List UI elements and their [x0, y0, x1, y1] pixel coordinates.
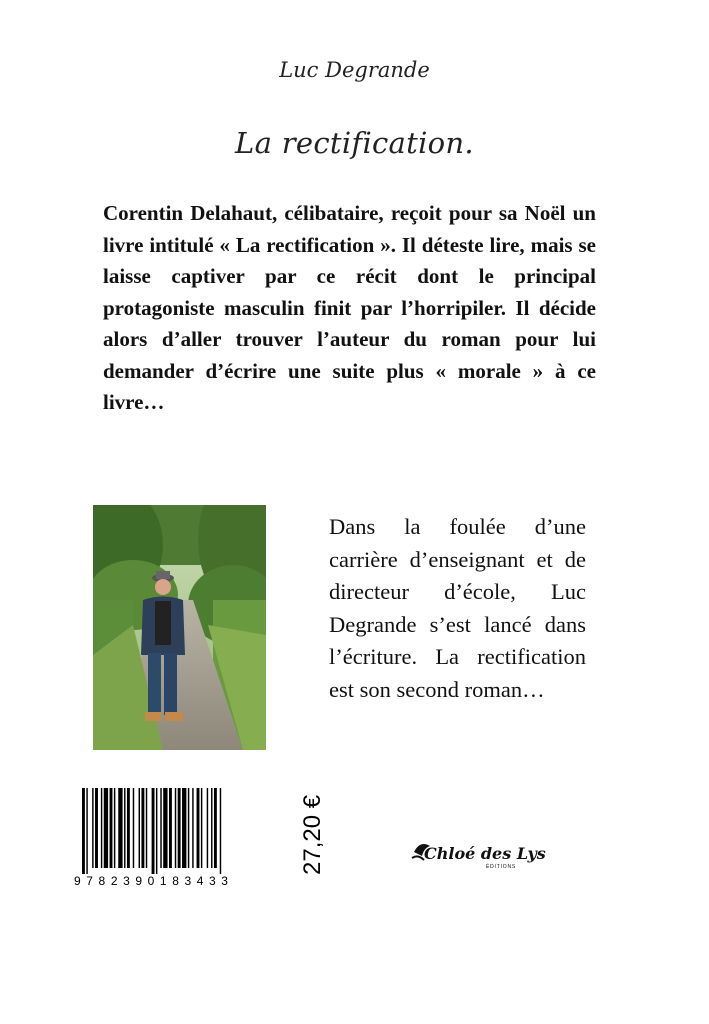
barcode-bar [192, 788, 193, 868]
barcode-bar [95, 788, 98, 868]
barcode-bar [201, 788, 202, 868]
publisher-name: Chloé des Lys [424, 844, 546, 863]
barcode-bar [214, 788, 217, 868]
blurb-text: Corentin Delahaut, célibataire, reçoit pour sa Noël un livre intitulé « La rectification ». Il déteste lire, mais se laisse captiver par ce récit dont le principal protagoniste masculin finit par l’horripiler. Il décide alors d’aller trouver l’auteur du roman pour lui demander d’écrire une suite plus « morale » à ce livre… [103, 201, 596, 414]
barcode-bar [110, 788, 113, 868]
barcode-bar [207, 788, 208, 868]
barcode-bar [86, 788, 87, 874]
book-title: La rectification. [235, 126, 474, 160]
author-name: Luc Degrande [279, 58, 430, 82]
publisher-sub: ÉDITIONS [486, 864, 517, 870]
barcode-bar [104, 788, 108, 868]
author-photo [93, 505, 266, 750]
isbn-barcode [74, 788, 274, 892]
barcode-bar [114, 788, 115, 868]
barcode-bar [182, 788, 186, 868]
barcode-bar [118, 788, 122, 868]
barcode-bar [82, 788, 85, 874]
barcode-bar [197, 788, 200, 868]
barcode-bar [152, 788, 155, 874]
barcode-bar [169, 788, 172, 868]
barcode-bar [127, 788, 130, 868]
barcode-bar [124, 788, 125, 868]
barcode-bar [141, 788, 144, 868]
barcode-bar [92, 788, 93, 868]
isbn-digits: 9782390183433 [74, 874, 234, 888]
barcode-bar [175, 788, 176, 868]
barcode-bar [211, 788, 212, 868]
barcode-bar [220, 788, 221, 874]
barcode-bar [146, 788, 147, 868]
publisher-logo [410, 836, 546, 876]
price-label: 27,20 € [299, 794, 326, 875]
barcode-bar [163, 788, 167, 868]
barcode-bar [156, 788, 157, 874]
barcode-bar [178, 788, 181, 868]
author-bio: Dans la foulée d’une carrière d’enseignant et de directeur d’école, Luc Degrande s’est lancé dans l’écriture. La rectification est son second roman… [329, 514, 586, 702]
barcode-bar [139, 788, 140, 868]
barcode-bar [101, 788, 102, 868]
barcode-bar [160, 788, 161, 868]
barcode-bar [188, 788, 189, 868]
barcode-bar [133, 788, 134, 868]
